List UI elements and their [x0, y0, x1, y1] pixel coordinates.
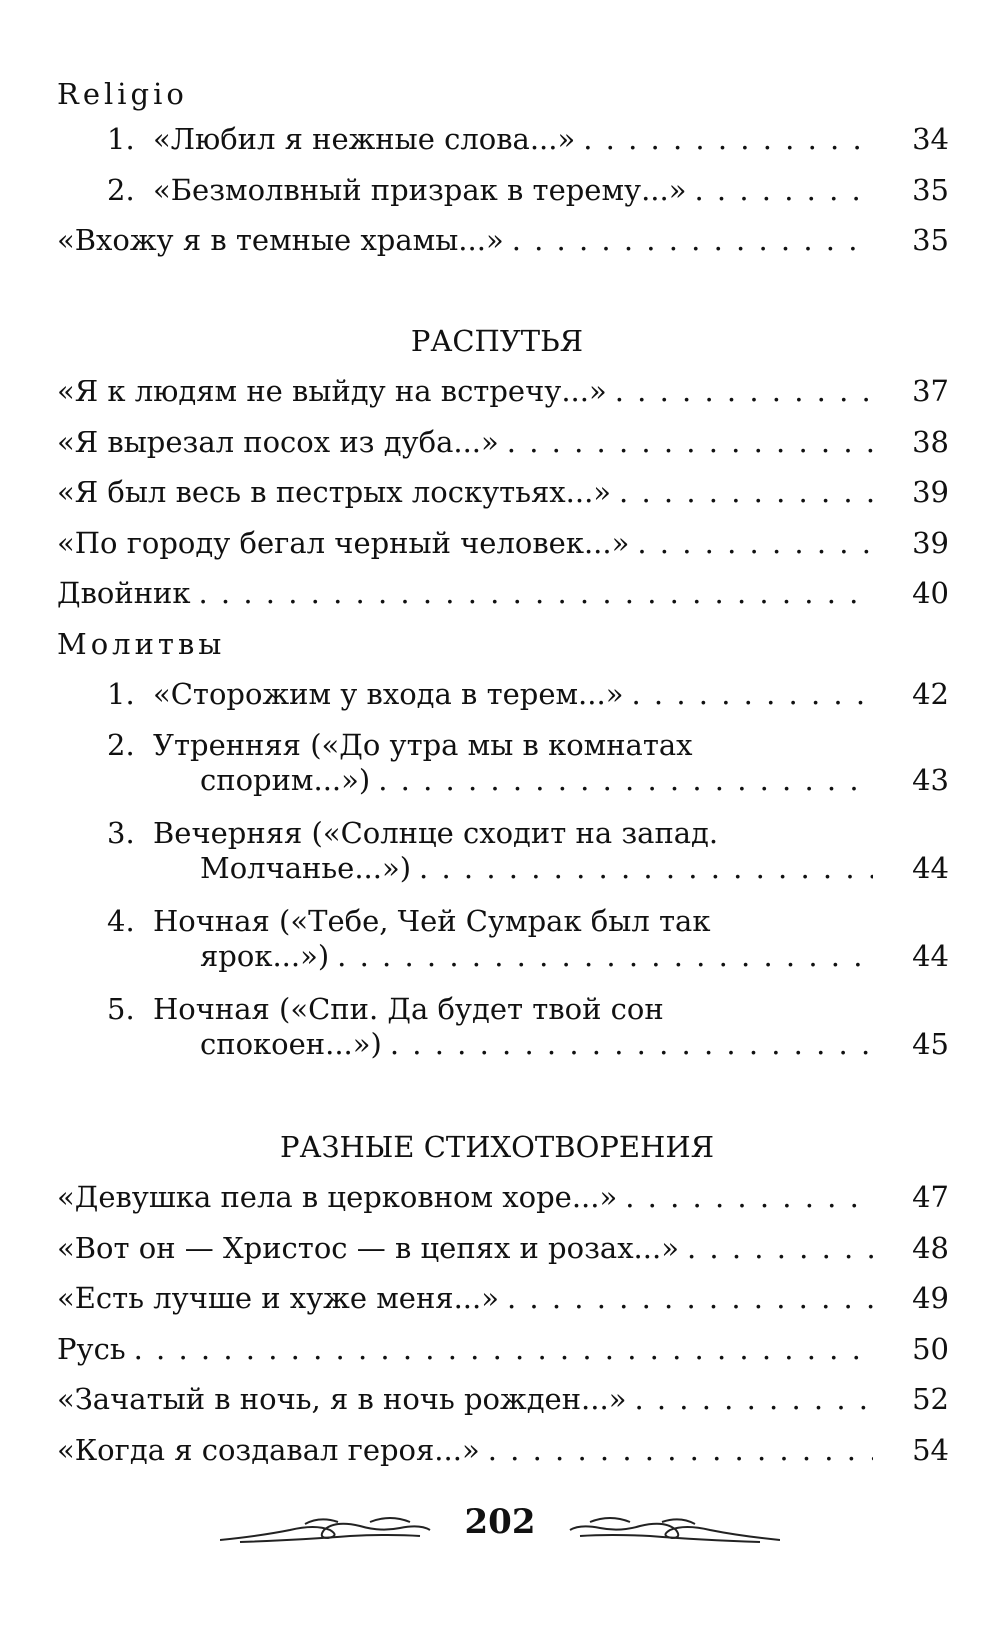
page-number: 50	[912, 1331, 949, 1366]
toc-entry	[57, 808, 949, 848]
dot-leader	[390, 1024, 873, 1064]
entry-title-continuation: спорим...»)	[200, 762, 371, 797]
dot-leader	[634, 1374, 873, 1425]
entry-title-continuation: Молчанье...»)	[200, 850, 412, 885]
entry-number: 2.	[107, 172, 135, 207]
dot-leader	[625, 1172, 873, 1223]
entry-title	[57, 1273, 499, 1324]
entry-title-text: Ночная («Тебе, Чей Сумрак был так	[153, 903, 711, 938]
toc-entry	[57, 1273, 949, 1324]
entry-title-text: Ночная («Спи. Да будет твой сон	[153, 991, 664, 1026]
entry-title	[57, 417, 499, 468]
page-number: 37	[912, 374, 949, 408]
entry-title	[57, 74, 188, 114]
dot-leader	[631, 669, 873, 720]
entry-title-text: Вечерняя («Солнце сходит на запад.	[153, 815, 719, 850]
entry-number: 1.	[107, 677, 135, 711]
entry-title-text: Двойник	[57, 576, 191, 610]
entry-title	[57, 215, 504, 266]
toc-entry	[57, 669, 949, 720]
page-number: 42	[912, 677, 949, 711]
toc-entry	[57, 568, 949, 619]
dot-leader	[583, 114, 873, 165]
dot-leader	[512, 215, 873, 266]
dot-leader	[615, 366, 873, 417]
entry-title-continuation: спокоен...»)	[200, 1026, 382, 1061]
page-number: 44	[912, 938, 949, 973]
page-number: 54	[912, 1432, 949, 1467]
entry-number: 4.	[107, 903, 135, 938]
entry-title-text: «Есть лучше и хуже меня...»	[57, 1281, 499, 1315]
entry-title	[57, 1425, 480, 1476]
page-number: 49	[912, 1281, 949, 1315]
toc-entry	[57, 1425, 949, 1476]
page-number: 39	[912, 525, 949, 560]
toc-entry	[57, 1324, 949, 1375]
toc-entry	[57, 896, 949, 936]
entry-title-text: «Любил я нежные слова...»	[153, 122, 576, 156]
table-of-contents	[57, 74, 949, 1475]
toc-entry	[57, 1374, 949, 1425]
dot-leader	[198, 568, 873, 619]
entry-title-text: «Зачатый в ночь, я в ночь рожден...»	[57, 1382, 627, 1416]
entry-title-text: «Я к людям не выйду на встречу...»	[57, 374, 607, 408]
dot-leader	[507, 1273, 873, 1324]
entry-title	[57, 366, 607, 417]
entry-number: 3.	[107, 815, 135, 850]
toc-group-title	[57, 619, 949, 670]
toc-entry	[57, 518, 949, 569]
page-number: 39	[912, 475, 949, 509]
toc-entry	[57, 984, 949, 1024]
dot-leader	[687, 1223, 873, 1274]
toc-group-title	[57, 74, 949, 114]
page-footer	[220, 1500, 780, 1550]
entry-title	[57, 1172, 617, 1223]
toc-entry	[57, 366, 949, 417]
dot-leader	[378, 760, 873, 800]
toc-entry	[57, 1172, 949, 1223]
toc-entry	[57, 467, 949, 518]
dot-leader	[619, 467, 873, 518]
entry-title-text: Утренняя («До утра мы в комнатах	[153, 727, 693, 762]
page-number: 35	[912, 223, 949, 257]
entry-title-text: «Я был весь в пестрых лоскутьях...»	[57, 475, 612, 509]
dot-leader	[507, 417, 873, 468]
entry-title-text: «Девушка пела в церковном хоре...»	[57, 1180, 618, 1214]
entry-title-continuation: ярок...»)	[200, 938, 330, 973]
entry-title	[57, 1374, 626, 1425]
dot-leader	[337, 936, 873, 976]
page-number: 44	[912, 850, 949, 885]
dot-leader	[488, 1425, 873, 1476]
dot-leader	[637, 518, 873, 569]
toc-entry	[57, 215, 949, 266]
entry-title	[57, 467, 611, 518]
toc-entry	[57, 114, 949, 165]
entry-title-text: «Я вырезал посох из дуба...»	[57, 424, 499, 459]
entry-title	[107, 165, 686, 216]
page-number: 43	[912, 762, 949, 797]
page-number: 38	[912, 424, 949, 459]
entry-title	[57, 1223, 679, 1274]
entry-number: 5.	[107, 991, 135, 1026]
entry-title-text: «По городу бегал черный человек...»	[57, 525, 630, 560]
entry-title-text: Religio	[57, 77, 188, 111]
section-heading: РАСПУТЬЯ	[410, 323, 584, 358]
entry-title-text: Молитвы	[57, 626, 226, 661]
page-number: 52	[912, 1382, 949, 1416]
entry-number: 1.	[107, 122, 135, 156]
entry-title	[107, 114, 575, 165]
entry-title-text: «Сторожим у входа в терем...»	[153, 677, 624, 711]
entry-title	[107, 669, 623, 720]
page-number: 45	[912, 1026, 949, 1061]
page-number: 40	[912, 576, 949, 610]
entry-title	[57, 619, 225, 670]
page-number: 35	[912, 172, 949, 207]
entry-title	[57, 568, 190, 619]
toc-entry	[57, 1223, 949, 1274]
section-heading: РАЗНЫЕ СТИХОТВОРЕНИЯ	[279, 1129, 715, 1164]
entry-title-text: Русь	[57, 1331, 126, 1366]
entry-title-text: «Вот он — Христос — в цепях и розах...»	[57, 1230, 679, 1265]
dot-leader	[134, 1324, 873, 1375]
entry-number: 2.	[107, 727, 135, 762]
dot-leader	[694, 165, 873, 216]
entry-title	[57, 518, 629, 569]
entry-title-text: «Вхожу я в темные храмы...»	[57, 223, 504, 257]
page-number: 48	[912, 1230, 949, 1265]
toc-entry	[57, 165, 949, 216]
toc-entry	[57, 720, 949, 760]
page-number: 34	[912, 122, 949, 156]
dot-leader	[419, 848, 873, 888]
toc-entry	[57, 417, 949, 468]
page-number: 202	[464, 1502, 536, 1542]
entry-title	[57, 1324, 126, 1375]
page-number: 47	[912, 1180, 949, 1214]
entry-title-text: «Безмолвный призрак в терему...»	[153, 172, 687, 207]
entry-title-text: «Когда я создавал героя...»	[57, 1432, 480, 1467]
